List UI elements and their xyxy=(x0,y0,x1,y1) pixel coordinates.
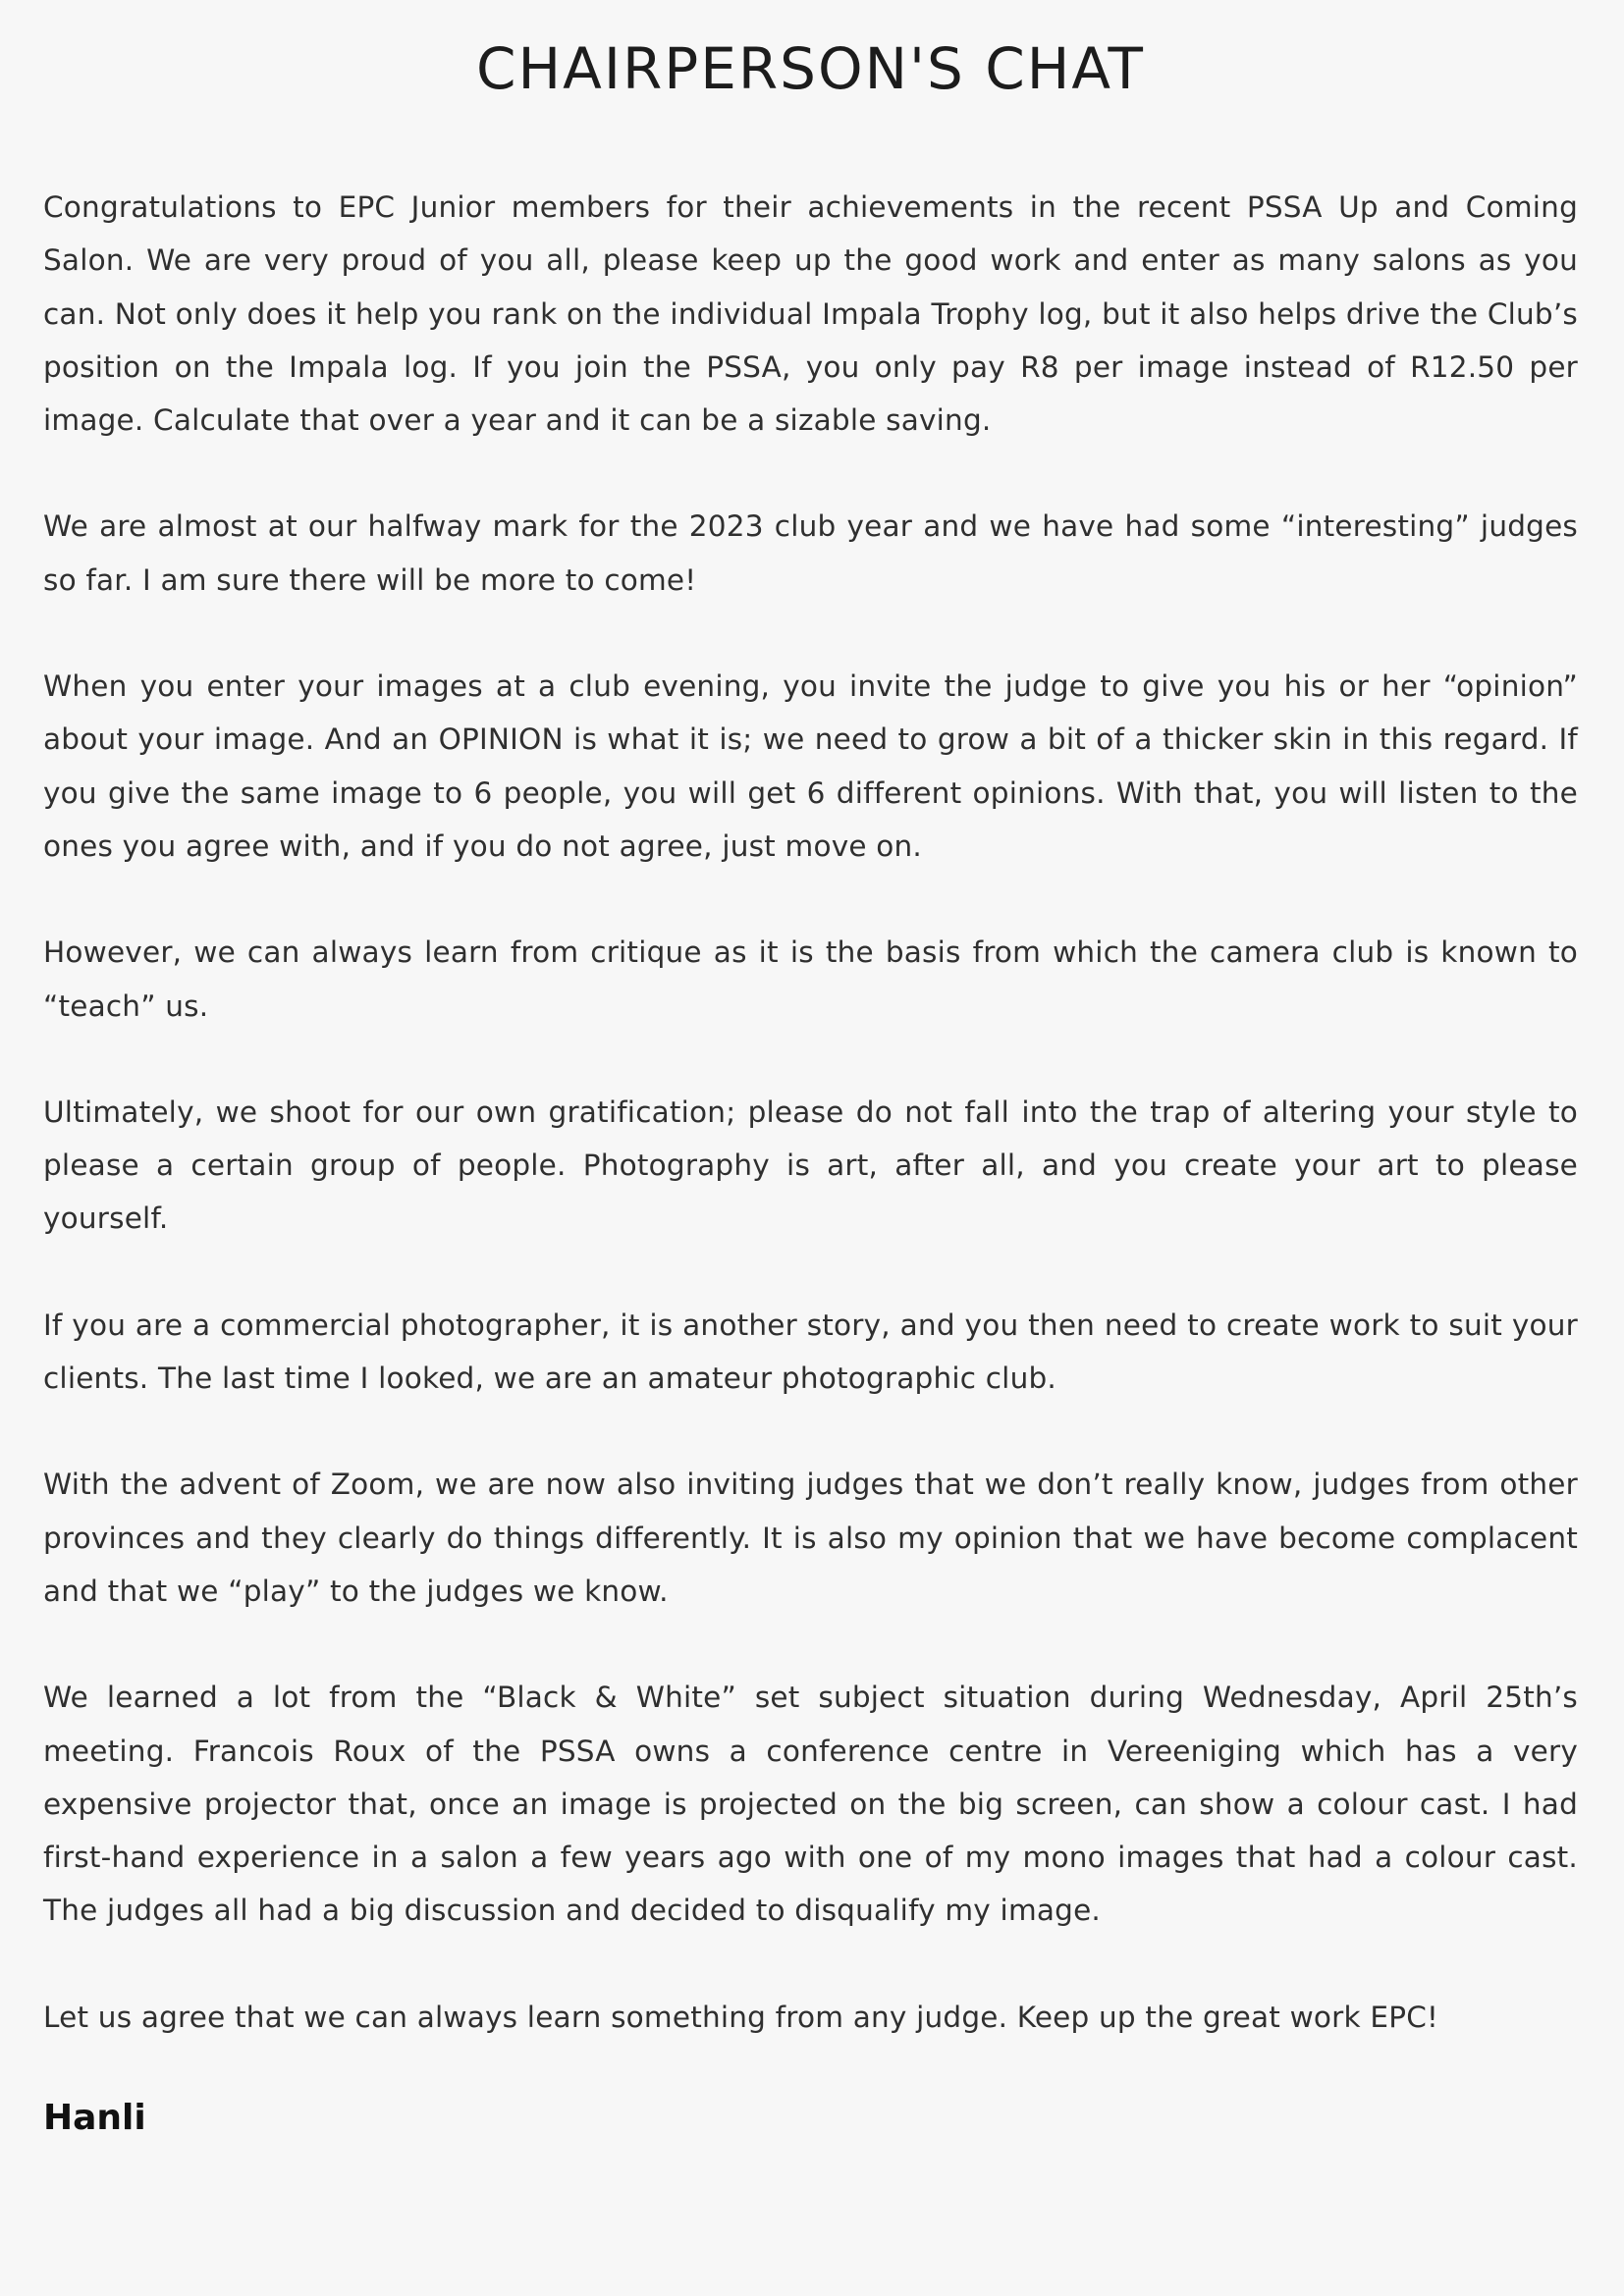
document-page xyxy=(43,0,1578,2142)
paragraph-2: We are almost at our halfway mark for the 2023 club year and we have had some “interesting” judges so far. I am sure there will be more to come! xyxy=(43,509,1578,597)
paragraph-6: If you are a commercial photographer, it is another story, and you then need to create work to suit your clients. The last time I looked, we are an amateur photographic club. xyxy=(43,1308,1578,1396)
paragraph-3: When you enter your images at a club evening, you invite the judge to give you his or her “opinion” about your image. And an OPINION is what it is; we need to grow a bit of a thicker skin in this regard. If you give the same image to 6 people, you will get 6 different opinions. With that, you will listen to the ones you agree with, and if you do not agree, just move on. xyxy=(43,669,1578,863)
paragraph-5: Ultimately, we shoot for our own gratification; please do not fall into the trap of altering your style to please a certain group of people. Photography is art, after all, and you create your art to please yourself. xyxy=(43,1095,1578,1236)
paragraph-9: Let us agree that we can always learn something from any judge. Keep up the great work EPC! xyxy=(43,2000,1439,2034)
paragraph-4: However, we can always learn from critique as it is the basis from which the camera club is known to “teach” us. xyxy=(43,935,1578,1023)
paragraph-7: With the advent of Zoom, we are now also inviting judges that we don’t really know, judges from other provinces and they clearly do things differently. It is also my opinion that we have become complacent and that we “play” to the judges we know. xyxy=(43,1468,1578,1608)
page-title: CHAIRPERSON'S CHAT xyxy=(476,35,1145,102)
paragraph-1: Congratulations to EPC Junior members for their achievements in the recent PSSA Up and Coming Salon. We are very proud of you all, please keep up the good work and enter as many salons as you can. Not only does it help you rank on the individual Impala Trophy log, but it also helps drive the Club’s position on the Impala log. If you join the PSSA, you only pay R8 per image instead of R12.50 per image. Calculate that over a year and it can be a sizable saving. xyxy=(43,190,1578,438)
signature: Hanli xyxy=(43,2098,146,2139)
paragraph-8: We learned a lot from the “Black & White” set subject situation during Wednesday, April 25th’s meeting. Francois Roux of the PSSA owns a conference centre in Vereeniging which has a very expensive projector that, once an image is projected on the big screen, can show a colour cast. I had first-hand experience in a salon a few years ago with one of my mono images that had a colour cast. The judges all had a big discussion and decided to disqualify my image. xyxy=(43,1681,1578,1928)
article-body xyxy=(43,181,1578,2044)
